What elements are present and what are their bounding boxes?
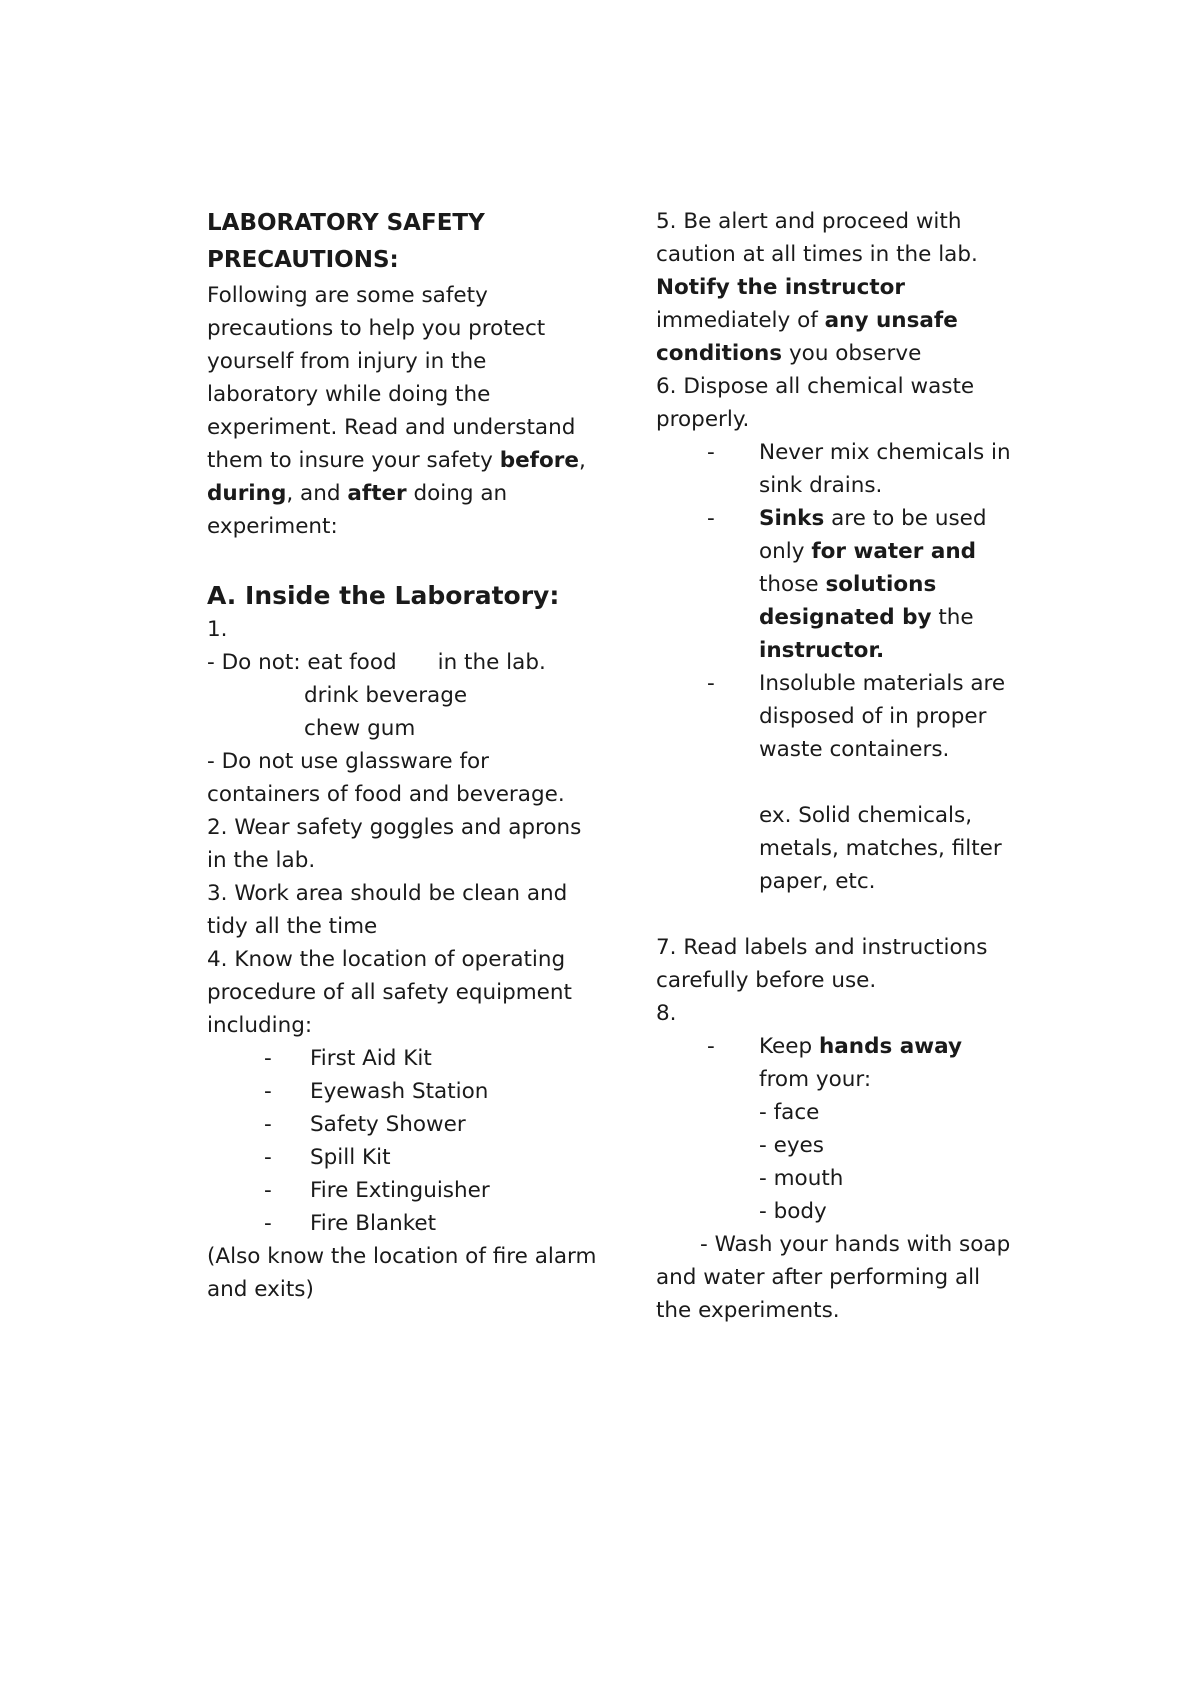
body-part: - mouth [759, 1166, 844, 1191]
fire-alarm-note: (Also know the location of fire alarm and exits) [207, 1244, 597, 1302]
list-item: - Keep hands away from your: [656, 1030, 1016, 1096]
right-column [656, 205, 1016, 1327]
item-5: 5. Be alert and proceed with caution at all times in the lab. Notify the instructor immediately of any unsafe conditions you observe [656, 209, 978, 366]
list-item: - Fire Extinguisher [207, 1174, 597, 1207]
body-part: - body [759, 1199, 827, 1224]
wash-hands-note: - Wash your hands with soap and water after performing all the experiments. [656, 1232, 1011, 1323]
item-1: 1. - Do not: eat food in the lab. drink beverage chew gum - Do not use glassware for containers of food and beverage. [207, 617, 565, 807]
item-7: 7. Read labels and instructions carefully before use. [656, 935, 988, 993]
body-part: - eyes [759, 1133, 824, 1158]
safety-equipment-list [207, 1042, 597, 1240]
left-column [207, 205, 597, 1306]
list-item: - First Aid Kit [207, 1042, 597, 1075]
hands-list [656, 1030, 1016, 1096]
document-title: LABORATORY SAFETY PRECAUTIONS: [207, 210, 485, 273]
list-item: - Eyewash Station [207, 1075, 597, 1108]
item-4: 4. Know the location of operating procedure of all safety equipment including: [207, 947, 572, 1038]
list-item: - Sinks are to be used only for water and those solutions designated by the instructor. [656, 502, 1016, 667]
list-item: - Insoluble materials are disposed of in proper waste containers. [656, 667, 1016, 766]
item-8-number: 8. [656, 1001, 677, 1026]
intro-paragraph: Following are some safety precautions to help you protect yourself from injury in the laboratory while doing the experiment. Read and understand them to insure your safety before, during, and after doing an experiment: [207, 283, 586, 539]
list-item: - Fire Blanket [207, 1207, 597, 1240]
item-3: 3. Work area should be clean and tidy all the time [207, 881, 568, 939]
body-part: - face [759, 1100, 820, 1125]
item-6: 6. Dispose all chemical waste properly. [656, 374, 975, 432]
list-item: - Never mix chemicals in sink drains. [656, 436, 1016, 502]
waste-disposal-list [656, 436, 1016, 766]
example-note: ex. Solid chemicals, metals, matches, filter paper, etc. [759, 803, 1002, 894]
list-item: - Spill Kit [207, 1141, 597, 1174]
list-item: - Safety Shower [207, 1108, 597, 1141]
section-heading: A. Inside the Laboratory: [207, 581, 560, 610]
item-2: 2. Wear safety goggles and aprons in the lab. [207, 815, 582, 873]
